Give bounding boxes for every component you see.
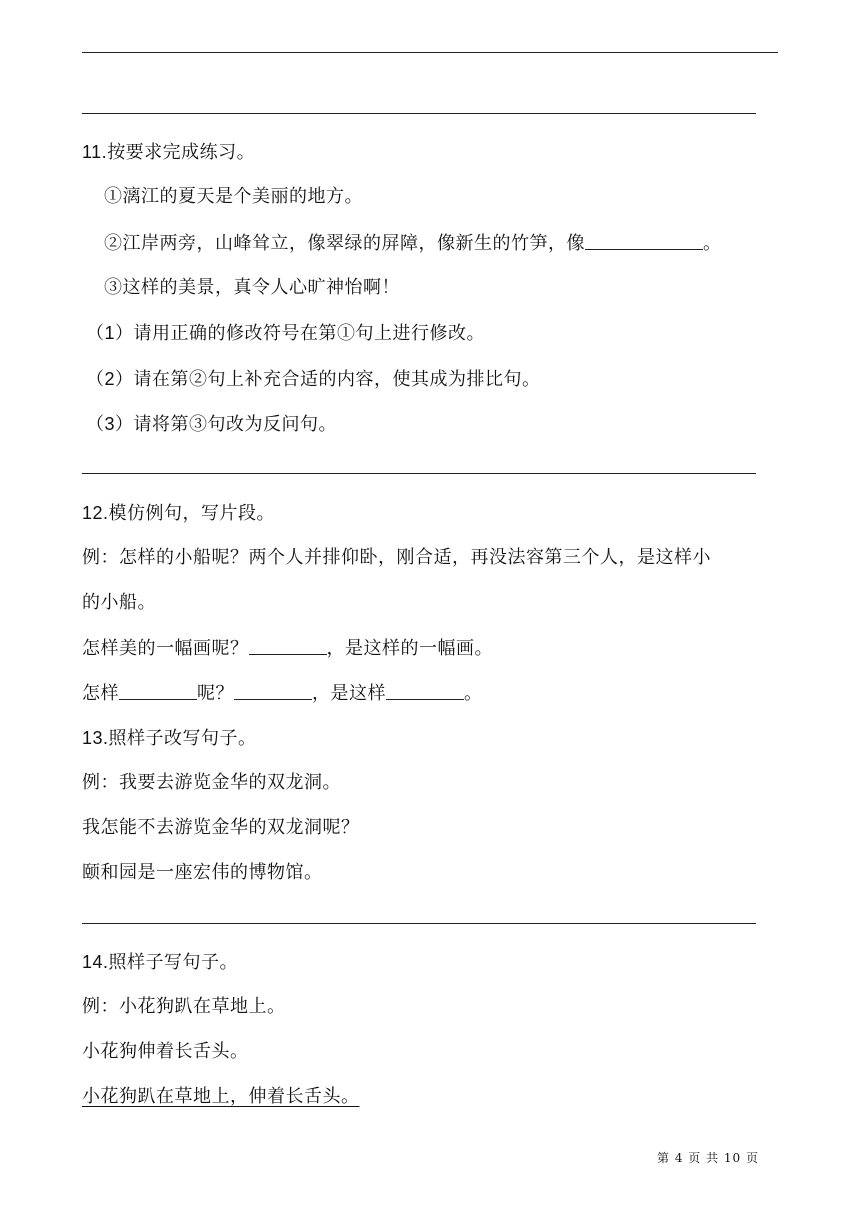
example-sentence-2: 小花狗伸着长舌头。: [82, 1041, 249, 1062]
sentence-3: ③这样的美景，真令人心旷神怡啊！: [104, 277, 400, 298]
task-1: （1）请用正确的修改符号在第①句上进行修改。: [86, 323, 486, 344]
fill-blank[interactable]: [585, 231, 703, 250]
fill-blank[interactable]: [249, 636, 327, 655]
task-3: （3）请将第③句改为反问句。: [86, 414, 338, 435]
example-sentence: 例：小花狗趴在草地上。: [82, 996, 286, 1017]
exercise-prompt: 颐和园是一座宏伟的博物馆。: [82, 862, 323, 883]
fill-blank[interactable]: [119, 681, 197, 700]
example-sentence: 例：我要去游览金华的双龙洞。: [82, 772, 341, 793]
page-number: 第 4 页 共 10 页: [657, 1151, 759, 1165]
question-number: 14.: [82, 952, 109, 972]
fill-blank[interactable]: [234, 681, 312, 700]
example-sentence: 例：怎样的小船呢？两个人并排仰卧，刚合适，再没法容第三个人，是这样小: [82, 547, 711, 568]
answer-line: [82, 52, 778, 53]
fill-blank[interactable]: [386, 681, 464, 700]
exercise-line-2: 怎样 呢？ ，是这样 。: [82, 683, 483, 704]
sentence-2: ②江岸两旁，山峰耸立，像翠绿的屏障，像新生的竹笋，像 。: [104, 233, 722, 254]
task-2: （2）请在第②句上补充合适的内容，使其成为排比句。: [86, 369, 541, 390]
example-sentence-cont: 的小船。: [82, 592, 156, 613]
sentence-1: ①漓江的夏天是个美丽的地方。: [104, 186, 363, 207]
example-answer: 我怎能不去游览金华的双龙洞呢？: [82, 817, 360, 838]
question-12-title: 12.模仿例句，写片段。: [82, 503, 276, 524]
answer-line: [82, 113, 756, 114]
exercise-line-1: 怎样美的一幅画呢？ ，是这样的一幅画。: [82, 638, 493, 659]
answer-line[interactable]: [82, 923, 756, 924]
question-number: 11.: [82, 142, 108, 162]
question-number: 12.: [82, 503, 109, 523]
question-14-title: 14.照样子写句子。: [82, 952, 239, 973]
answer-line[interactable]: [82, 473, 756, 474]
question-11-title: 11.按要求完成练习。: [82, 142, 256, 163]
question-13-title: 13.照样子改写句子。: [82, 728, 257, 749]
question-number: 13.: [82, 728, 109, 748]
example-combined-sentence: 小花狗趴在草地上，伸着长舌头。: [82, 1086, 360, 1107]
